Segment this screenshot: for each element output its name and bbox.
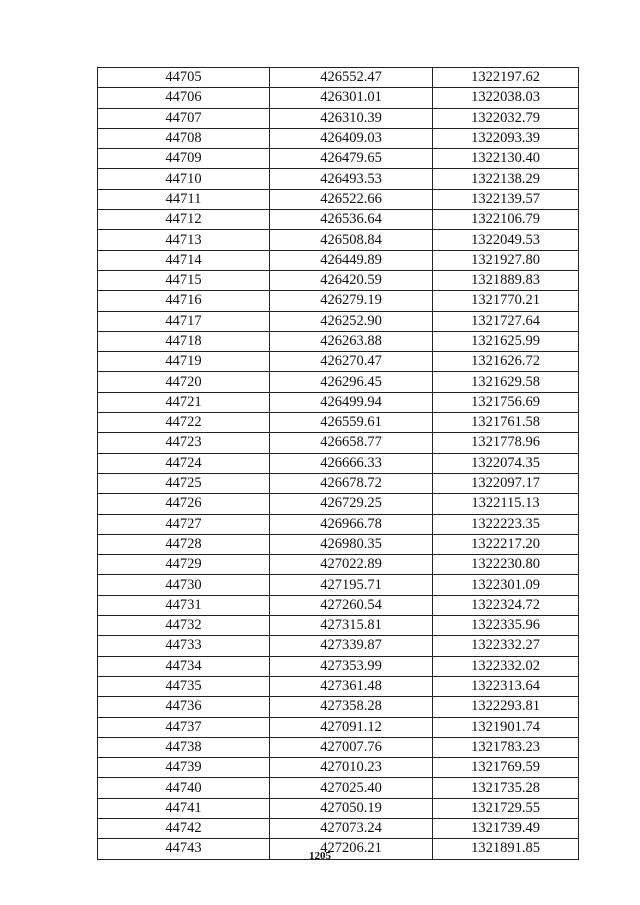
table-row bbox=[98, 230, 579, 250]
y-coordinate-cell: 1321625.99 bbox=[433, 331, 579, 351]
point-id-cell: 44707 bbox=[98, 108, 270, 128]
y-coordinate-cell: 1322293.81 bbox=[433, 697, 579, 717]
table-row bbox=[98, 189, 579, 209]
y-coordinate-cell: 1321629.58 bbox=[433, 372, 579, 392]
y-coordinate-cell: 1322313.64 bbox=[433, 676, 579, 696]
x-coordinate-cell: 426296.45 bbox=[270, 372, 433, 392]
y-coordinate-cell: 1322332.02 bbox=[433, 656, 579, 676]
y-coordinate-cell: 1322223.35 bbox=[433, 514, 579, 534]
point-id-cell: 44721 bbox=[98, 392, 270, 412]
y-coordinate-cell: 1322115.13 bbox=[433, 494, 579, 514]
y-coordinate-cell: 1322097.17 bbox=[433, 473, 579, 493]
x-coordinate-cell: 426493.53 bbox=[270, 169, 433, 189]
table-row bbox=[98, 291, 579, 311]
table-row bbox=[98, 372, 579, 392]
table-row bbox=[98, 392, 579, 412]
y-coordinate-cell: 1322301.09 bbox=[433, 575, 579, 595]
x-coordinate-cell: 426678.72 bbox=[270, 473, 433, 493]
point-id-cell: 44720 bbox=[98, 372, 270, 392]
y-coordinate-cell: 1321783.23 bbox=[433, 737, 579, 757]
x-coordinate-cell: 426522.66 bbox=[270, 189, 433, 209]
x-coordinate-cell: 426559.61 bbox=[270, 413, 433, 433]
page-number: 1205 bbox=[309, 850, 331, 862]
y-coordinate-cell: 1321761.58 bbox=[433, 413, 579, 433]
point-id-cell: 44719 bbox=[98, 352, 270, 372]
table-row bbox=[98, 68, 579, 88]
point-id-cell: 44710 bbox=[98, 169, 270, 189]
y-coordinate-cell: 1322049.53 bbox=[433, 230, 579, 250]
point-id-cell: 44730 bbox=[98, 575, 270, 595]
table-row bbox=[98, 534, 579, 554]
x-coordinate-cell: 426420.59 bbox=[270, 270, 433, 290]
point-id-cell: 44716 bbox=[98, 291, 270, 311]
table-row bbox=[98, 108, 579, 128]
x-coordinate-cell: 427025.40 bbox=[270, 778, 433, 798]
table-row bbox=[98, 595, 579, 615]
table-row bbox=[98, 616, 579, 636]
table-row bbox=[98, 149, 579, 169]
y-coordinate-cell: 1322106.79 bbox=[433, 210, 579, 230]
y-coordinate-cell: 1322130.40 bbox=[433, 149, 579, 169]
x-coordinate-cell: 427091.12 bbox=[270, 717, 433, 737]
x-coordinate-cell: 426279.19 bbox=[270, 291, 433, 311]
x-coordinate-cell: 427050.19 bbox=[270, 798, 433, 818]
coordinate-table bbox=[97, 67, 579, 860]
point-id-cell: 44714 bbox=[98, 250, 270, 270]
x-coordinate-cell: 426449.89 bbox=[270, 250, 433, 270]
point-id-cell: 44725 bbox=[98, 473, 270, 493]
x-coordinate-cell: 426301.01 bbox=[270, 88, 433, 108]
point-id-cell: 44736 bbox=[98, 697, 270, 717]
point-id-cell: 44711 bbox=[98, 189, 270, 209]
point-id-cell: 44727 bbox=[98, 514, 270, 534]
x-coordinate-cell: 427315.81 bbox=[270, 616, 433, 636]
point-id-cell: 44737 bbox=[98, 717, 270, 737]
y-coordinate-cell: 1322332.27 bbox=[433, 636, 579, 656]
table-row bbox=[98, 210, 579, 230]
x-coordinate-cell: 426966.78 bbox=[270, 514, 433, 534]
y-coordinate-cell: 1322139.57 bbox=[433, 189, 579, 209]
x-coordinate-cell: 426310.39 bbox=[270, 108, 433, 128]
y-coordinate-cell: 1321891.85 bbox=[433, 839, 579, 859]
point-id-cell: 44739 bbox=[98, 758, 270, 778]
y-coordinate-cell: 1321626.72 bbox=[433, 352, 579, 372]
table-row bbox=[98, 494, 579, 514]
point-id-cell: 44740 bbox=[98, 778, 270, 798]
point-id-cell: 44735 bbox=[98, 676, 270, 696]
table-row bbox=[98, 453, 579, 473]
point-id-cell: 44733 bbox=[98, 636, 270, 656]
point-id-cell: 44706 bbox=[98, 88, 270, 108]
x-coordinate-cell: 426270.47 bbox=[270, 352, 433, 372]
x-coordinate-cell: 426508.84 bbox=[270, 230, 433, 250]
table-row bbox=[98, 169, 579, 189]
point-id-cell: 44713 bbox=[98, 230, 270, 250]
table-row bbox=[98, 575, 579, 595]
table-row bbox=[98, 352, 579, 372]
point-id-cell: 44734 bbox=[98, 656, 270, 676]
x-coordinate-cell: 426409.03 bbox=[270, 128, 433, 148]
point-id-cell: 44732 bbox=[98, 616, 270, 636]
y-coordinate-cell: 1321927.80 bbox=[433, 250, 579, 270]
table-row bbox=[98, 413, 579, 433]
table-row bbox=[98, 656, 579, 676]
point-id-cell: 44718 bbox=[98, 331, 270, 351]
y-coordinate-cell: 1322138.29 bbox=[433, 169, 579, 189]
point-id-cell: 44712 bbox=[98, 210, 270, 230]
table-row bbox=[98, 514, 579, 534]
y-coordinate-cell: 1321756.69 bbox=[433, 392, 579, 412]
table-row bbox=[98, 737, 579, 757]
y-coordinate-cell: 1321739.49 bbox=[433, 818, 579, 838]
x-coordinate-cell: 427361.48 bbox=[270, 676, 433, 696]
point-id-cell: 44715 bbox=[98, 270, 270, 290]
table-row bbox=[98, 778, 579, 798]
y-coordinate-cell: 1322230.80 bbox=[433, 555, 579, 575]
point-id-cell: 44724 bbox=[98, 453, 270, 473]
y-coordinate-cell: 1321901.74 bbox=[433, 717, 579, 737]
point-id-cell: 44738 bbox=[98, 737, 270, 757]
y-coordinate-cell: 1322074.35 bbox=[433, 453, 579, 473]
x-coordinate-cell: 427339.87 bbox=[270, 636, 433, 656]
x-coordinate-cell: 426666.33 bbox=[270, 453, 433, 473]
point-id-cell: 44726 bbox=[98, 494, 270, 514]
point-id-cell: 44723 bbox=[98, 433, 270, 453]
x-coordinate-cell: 426499.94 bbox=[270, 392, 433, 412]
table-row bbox=[98, 473, 579, 493]
point-id-cell: 44705 bbox=[98, 68, 270, 88]
x-coordinate-cell: 426980.35 bbox=[270, 534, 433, 554]
y-coordinate-cell: 1322324.72 bbox=[433, 595, 579, 615]
x-coordinate-cell: 426552.47 bbox=[270, 68, 433, 88]
table-row bbox=[98, 818, 579, 838]
point-id-cell: 44729 bbox=[98, 555, 270, 575]
table-row bbox=[98, 717, 579, 737]
table-row bbox=[98, 270, 579, 290]
x-coordinate-cell: 426252.90 bbox=[270, 311, 433, 331]
y-coordinate-cell: 1322093.39 bbox=[433, 128, 579, 148]
point-id-cell: 44728 bbox=[98, 534, 270, 554]
x-coordinate-cell: 427010.23 bbox=[270, 758, 433, 778]
y-coordinate-cell: 1321778.96 bbox=[433, 433, 579, 453]
point-id-cell: 44709 bbox=[98, 149, 270, 169]
point-id-cell: 44731 bbox=[98, 595, 270, 615]
table-row bbox=[98, 636, 579, 656]
y-coordinate-cell: 1321729.55 bbox=[433, 798, 579, 818]
table-row bbox=[98, 433, 579, 453]
x-coordinate-cell: 426729.25 bbox=[270, 494, 433, 514]
y-coordinate-cell: 1322038.03 bbox=[433, 88, 579, 108]
x-coordinate-cell: 426658.77 bbox=[270, 433, 433, 453]
y-coordinate-cell: 1321770.21 bbox=[433, 291, 579, 311]
table-row bbox=[98, 128, 579, 148]
coordinate-table-body bbox=[98, 68, 579, 860]
y-coordinate-cell: 1321769.59 bbox=[433, 758, 579, 778]
point-id-cell: 44741 bbox=[98, 798, 270, 818]
table-row bbox=[98, 676, 579, 696]
x-coordinate-cell: 427353.99 bbox=[270, 656, 433, 676]
x-coordinate-cell: 426479.65 bbox=[270, 149, 433, 169]
y-coordinate-cell: 1322197.62 bbox=[433, 68, 579, 88]
x-coordinate-cell: 427007.76 bbox=[270, 737, 433, 757]
table-row bbox=[98, 697, 579, 717]
table-row bbox=[98, 331, 579, 351]
y-coordinate-cell: 1321889.83 bbox=[433, 270, 579, 290]
table-row bbox=[98, 758, 579, 778]
x-coordinate-cell: 427022.89 bbox=[270, 555, 433, 575]
x-coordinate-cell: 427206.21 bbox=[270, 839, 433, 859]
x-coordinate-cell: 426536.64 bbox=[270, 210, 433, 230]
point-id-cell: 44722 bbox=[98, 413, 270, 433]
y-coordinate-cell: 1321735.28 bbox=[433, 778, 579, 798]
y-coordinate-cell: 1321727.64 bbox=[433, 311, 579, 331]
x-coordinate-cell: 427195.71 bbox=[270, 575, 433, 595]
table-row bbox=[98, 311, 579, 331]
x-coordinate-cell: 427260.54 bbox=[270, 595, 433, 615]
x-coordinate-cell: 427358.28 bbox=[270, 697, 433, 717]
y-coordinate-cell: 1322032.79 bbox=[433, 108, 579, 128]
x-coordinate-cell: 427073.24 bbox=[270, 818, 433, 838]
table-row bbox=[98, 250, 579, 270]
y-coordinate-cell: 1322217.20 bbox=[433, 534, 579, 554]
table-row bbox=[98, 798, 579, 818]
point-id-cell: 44742 bbox=[98, 818, 270, 838]
table-row bbox=[98, 88, 579, 108]
x-coordinate-cell: 426263.88 bbox=[270, 331, 433, 351]
y-coordinate-cell: 1322335.96 bbox=[433, 616, 579, 636]
table-row bbox=[98, 555, 579, 575]
point-id-cell: 44743 bbox=[98, 839, 270, 859]
point-id-cell: 44717 bbox=[98, 311, 270, 331]
point-id-cell: 44708 bbox=[98, 128, 270, 148]
